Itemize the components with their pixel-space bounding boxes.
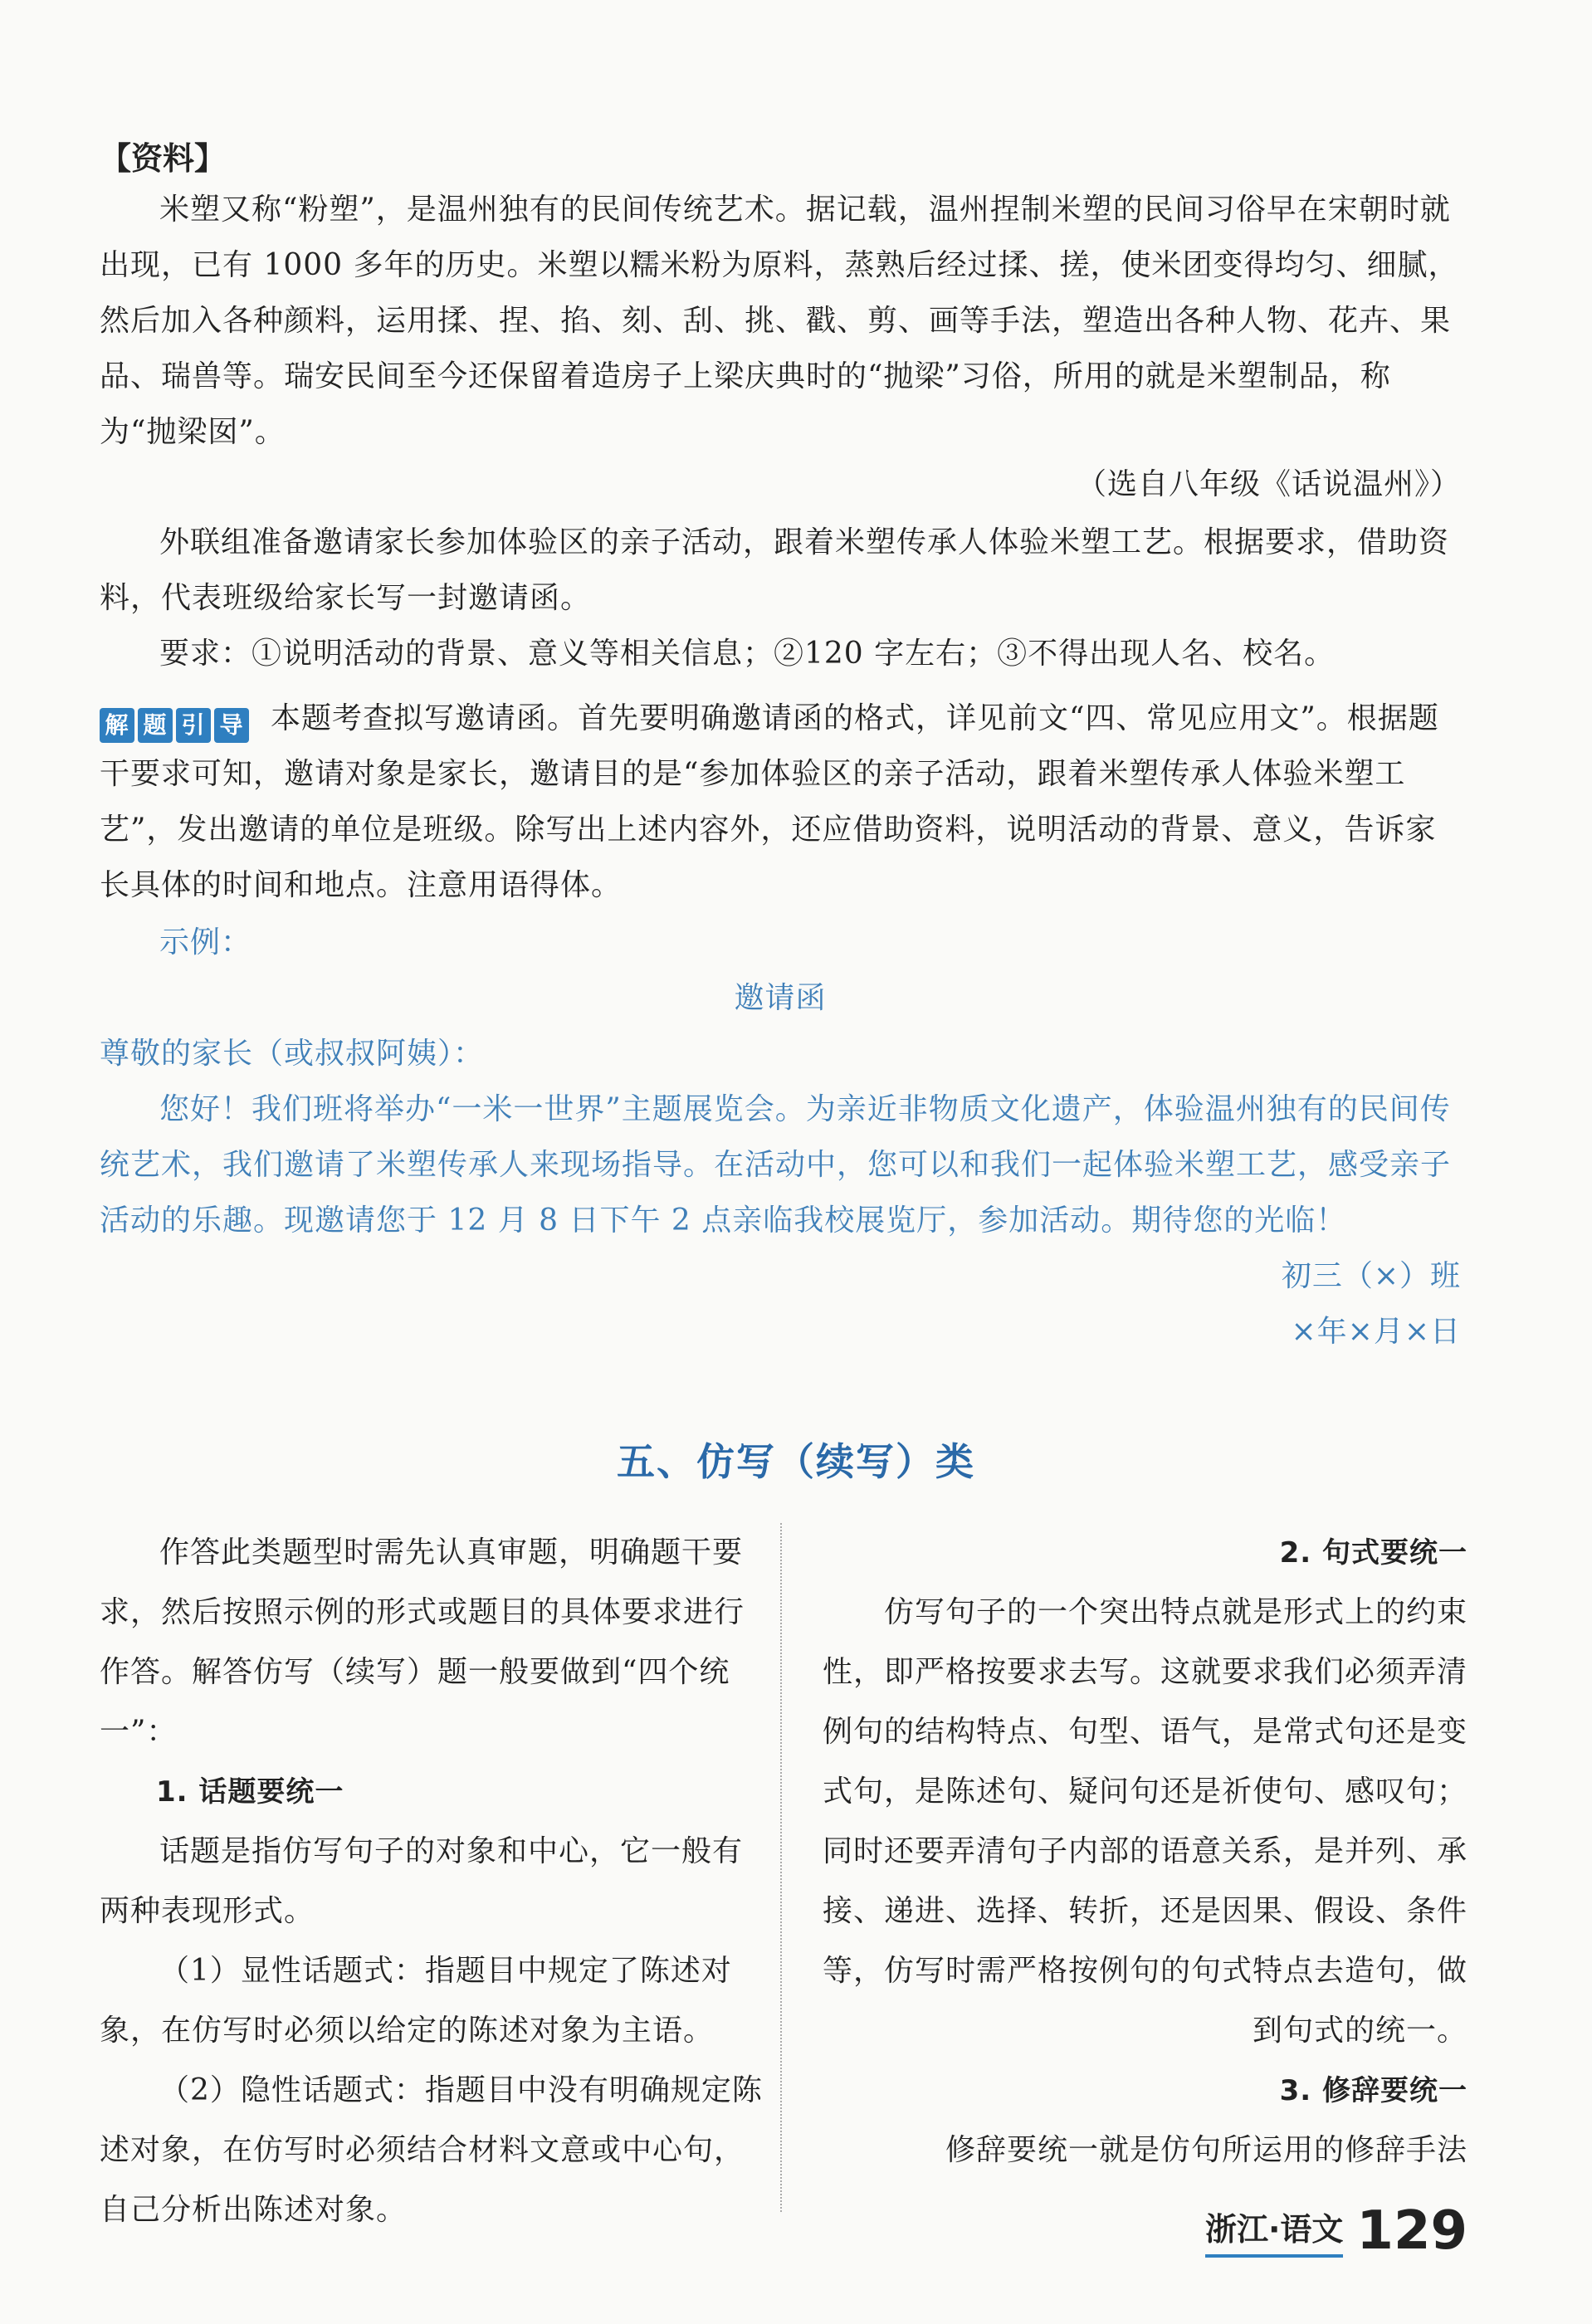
material-heading: 【资料】 xyxy=(100,140,227,177)
material-block xyxy=(100,133,1461,512)
material-source: （选自八年级《话说温州》） xyxy=(1076,467,1461,501)
right-column xyxy=(803,1523,1467,2180)
right-p1: 仿写句子的一个突出特点就是形式上的约束性，即严格按要求去写。这就要求我们必须弄清例句的结构特点、句型、语气，是常式句还是变式句，是陈述句、疑问句还是祈使句、感叹句；同时还要弄清句子内部的语意关系，是并列、承接、递进、选择、转折，还是因果、假设、条件等，仿写时需严格按例句的句式特点去造句，做到句式的统一。 xyxy=(822,1595,1467,2048)
page-footer xyxy=(1204,2200,1467,2262)
letter-body: 您好！我们班将举办“一米一世界”主题展览会。为亲近非物质文化遗产，体验温州独有的民间传统艺术，我们邀请了米塑传承人来现场指导。在活动中，您可以和我们一起体验米塑工艺，感受亲子活动的乐趣。现邀请您于 12 月 8 日下午 2 点亲临我校展览厅，参加活动。期待您的光临！ xyxy=(100,1092,1452,1238)
example-label: 示例： xyxy=(159,925,252,959)
guide-text: 本题考查拟写邀请函。首先要明确邀请函的格式，详见前文“四、常见应用文”。根据题干要求可知，邀请对象是家长，邀请目的是“参加体验区的亲子活动，跟着米塑传承人体验米塑工艺”，发出邀请的单位是班级。除写出上述内容外，还应借助资料，说明活动的背景、意义，告诉家长具体的时间和地点。注意用语得体。 xyxy=(100,701,1439,902)
subheading-sentence: 2. 句式要统一 xyxy=(1279,1536,1467,1570)
task-paragraph: 外联组准备邀请家长参加体验区的亲子活动，跟着米塑传承人体验米塑工艺。根据要求，借助资料，代表班级给家长写一封邀请函。 xyxy=(100,525,1450,615)
task-requirements: 要求：①说明活动的背景、意义等相关信息；②120 字左右；③不得出现人名、校名。 xyxy=(159,637,1336,671)
section-title: 五、仿写（续写）类 xyxy=(617,1439,975,1484)
left-p1: 话题是指仿写句子的对象和中心，它一般有两种表现形式。 xyxy=(100,1834,744,1928)
guide-badge-char: 引 xyxy=(176,708,211,743)
left-column xyxy=(100,1523,764,2240)
right-p2: 修辞要统一就是仿句所运用的修辞手法 xyxy=(945,2133,1467,2167)
left-intro: 作答此类题型时需先认真审题，明确题干要求，然后按照示例的形式或题目的具体要求进行作答。解答仿写（续写）题一般要做到“四个统一”： xyxy=(100,1536,745,1749)
task-block xyxy=(100,515,1461,681)
subheading-topic: 1. 话题要统一 xyxy=(156,1775,344,1809)
subheading-rhetoric: 3. 修辞要统一 xyxy=(1279,2074,1467,2107)
letter-title: 邀请函 xyxy=(734,981,827,1015)
example-block xyxy=(100,915,1461,1360)
letter-signer: 初三（×）班 xyxy=(1281,1259,1461,1293)
guide-block xyxy=(100,691,1461,913)
guide-text-para xyxy=(100,691,1461,913)
left-p3: （2）隐性话题式：指题目中没有明确规定陈述对象，在仿写时必须结合材料文意或中心句，自己分析出陈述对象。 xyxy=(100,2073,763,2227)
guide-badge-char: 题 xyxy=(138,708,173,743)
left-p2: （1）显性话题式：指题目中规定了陈述对象，在仿写时必须以给定的陈述对象为主语。 xyxy=(100,1954,732,2048)
footer-brand: 浙江·语文 xyxy=(1205,2204,1343,2258)
material-paragraph: 米塑又称“粉塑”，是温州独有的民间传统艺术。据记载，温州捏制米塑的民间习俗早在宋朝时就出现，已有 1000 多年的历史。米塑以糯米粉为原料，蒸熟后经过揉、搓，使米团变得均匀、细腻，然后加入各种颜料，运用揉、捏、掐、刻、刮、挑、戳、剪、画等手法，塑造出各种人物、花卉、果品、瑞兽等。瑞安民间至今还保留着造房子上梁庆典时的“抛梁”习俗，所用的就是米塑制品，称为“抛梁囡”。 xyxy=(100,193,1459,449)
page-number: 129 xyxy=(1356,2200,1467,2262)
guide-badge-char: 导 xyxy=(214,708,249,743)
guide-badge-char: 解 xyxy=(100,708,134,743)
letter-salutation: 尊敬的家长（或叔叔阿姨）： xyxy=(100,1037,485,1071)
guide-badge xyxy=(100,708,249,743)
letter-date: ×年×月×日 xyxy=(1291,1315,1461,1349)
column-divider xyxy=(780,1523,782,2212)
